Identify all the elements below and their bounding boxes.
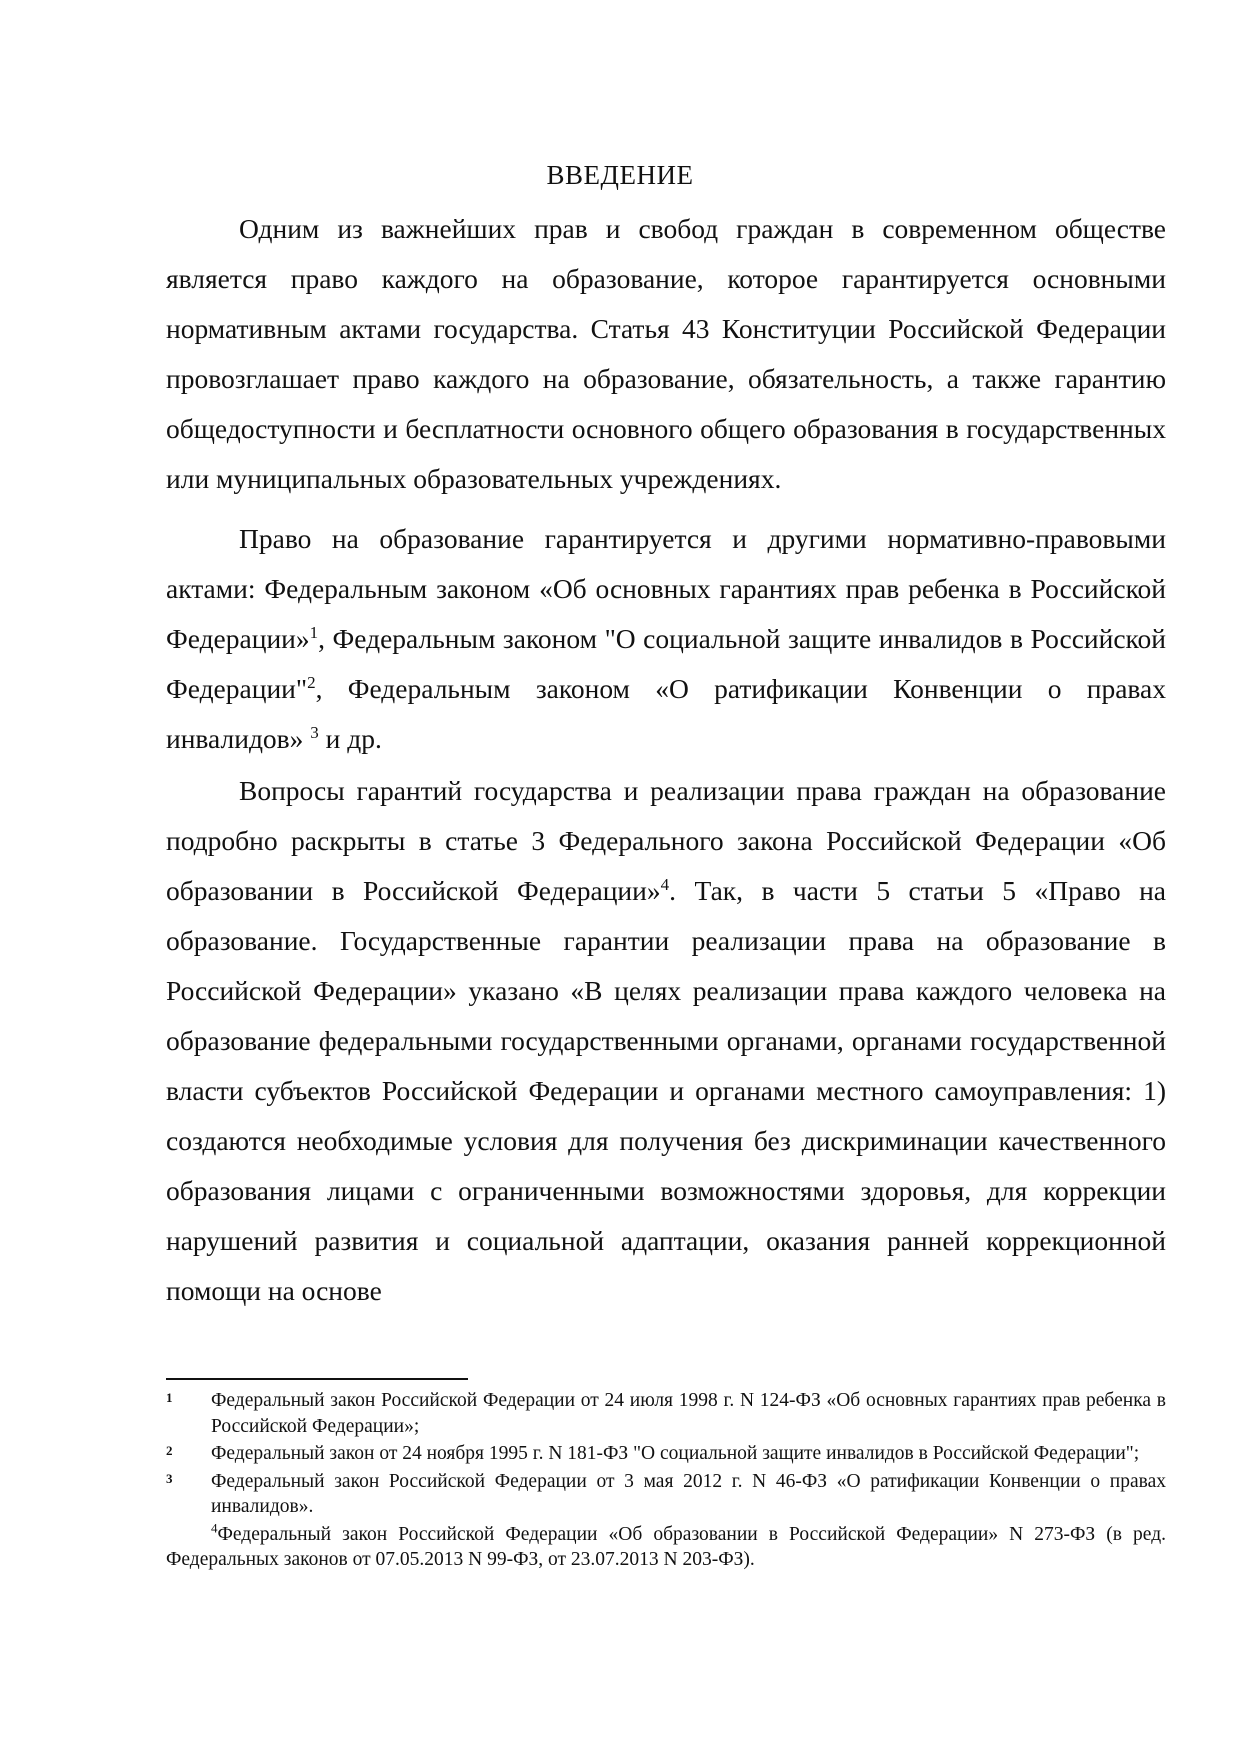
paragraph-3 <box>166 766 1166 1316</box>
footnote-text-4: Федеральный закон Российской Федерации «Об образовании в Российской Федерации» N 273-ФЗ (в ред. Федеральных законов от 07.05.2013 N 99-ФЗ, от 23.07.2013 N 203-ФЗ). <box>166 1523 1166 1570</box>
paragraph-3-text-1: Вопросы гарантий государства и реализации права граждан на образование подробно раскрыты в статье 3 Федерального закона Российской Федерации «Об образовании в Российской Федерации» <box>166 775 1166 906</box>
body-text <box>166 204 1166 1316</box>
footnote-mark-2: 2 <box>166 1443 173 1458</box>
footnote-text-2: Федеральный закон от 24 ноября 1995 г. N 181-ФЗ "О социальной защите инвалидов в Российской Федерации"; <box>211 1443 1140 1464</box>
footnote-text-1: Федеральный закон Российской Федерации от 24 июля 1998 г. N 124-ФЗ «Об основных гарантиях прав ребенка в Российской Федерации»; <box>211 1390 1166 1437</box>
footnotes <box>166 1388 1166 1575</box>
footnote-1 <box>166 1388 1166 1439</box>
footnote-2 <box>166 1441 1166 1467</box>
paragraph-1: Одним из важнейших прав и свобод граждан в современном обществе является право каждого на образование, которое гарантируется основными нормативным актами государства. Статья 43 Конституции Российской Федерации провозглашает право каждого на образование, обязательность, а также гарантию общедоступности и бесплатности основного общего образования в государственных или муниципальных образовательных учреждениях. <box>166 213 1166 494</box>
paragraph-2-text-3: , Федеральным законом «О ратификации Конвенции о правах инвалидов» <box>166 673 1166 754</box>
paragraph-2 <box>166 514 1166 764</box>
paragraph-2-text-1: Право на образование гарантируется и другими нормативно-правовыми актами: Федеральным законом «Об основных гарантиях прав ребенка в Российской Федерации» <box>166 523 1166 654</box>
footnote-separator <box>166 1378 468 1380</box>
footnote-ref-3[interactable]: 3 <box>310 722 319 742</box>
footnote-ref-2[interactable]: 2 <box>307 672 316 692</box>
footnote-4 <box>166 1522 1166 1573</box>
page-title: ВВЕДЕНИЕ <box>546 160 694 190</box>
paragraph-2-text-2: , Федеральным законом "О социальной защите инвалидов в Российской Федерации" <box>166 623 1166 704</box>
footnote-ref-4[interactable]: 4 <box>660 874 670 894</box>
footnote-mark-1: 1 <box>166 1390 173 1405</box>
footnote-text-3: Федеральный закон Российской Федерации от 3 мая 2012 г. N 46-ФЗ «О ратификации Конвенции о правах инвалидов». <box>211 1470 1166 1517</box>
footnote-mark-3: 3 <box>166 1470 173 1486</box>
paragraph-3-text-2: . Так, в части 5 статьи 5 «Право на образование. Государственные гарантии реализации права на образование в Российской Федерации» указано «В целях реализации права каждого человека на образование федеральными государственными органами, органами государственной власти субъектов Российской Федерации и органами местного самоуправления: 1) создаются необходимые условия для получения без дискриминации качественного образования лицами с ограниченными возможностями здоровья, для коррекции нарушений развития и социальной адаптации, оказания ранней коррекционной помощи на основе <box>166 875 1166 1306</box>
footnote-3 <box>166 1469 1166 1520</box>
footnote-mark-4: 4 <box>211 1520 218 1535</box>
paragraph-2-text-4: и др. <box>318 723 382 754</box>
footnote-ref-1[interactable]: 1 <box>309 622 319 642</box>
